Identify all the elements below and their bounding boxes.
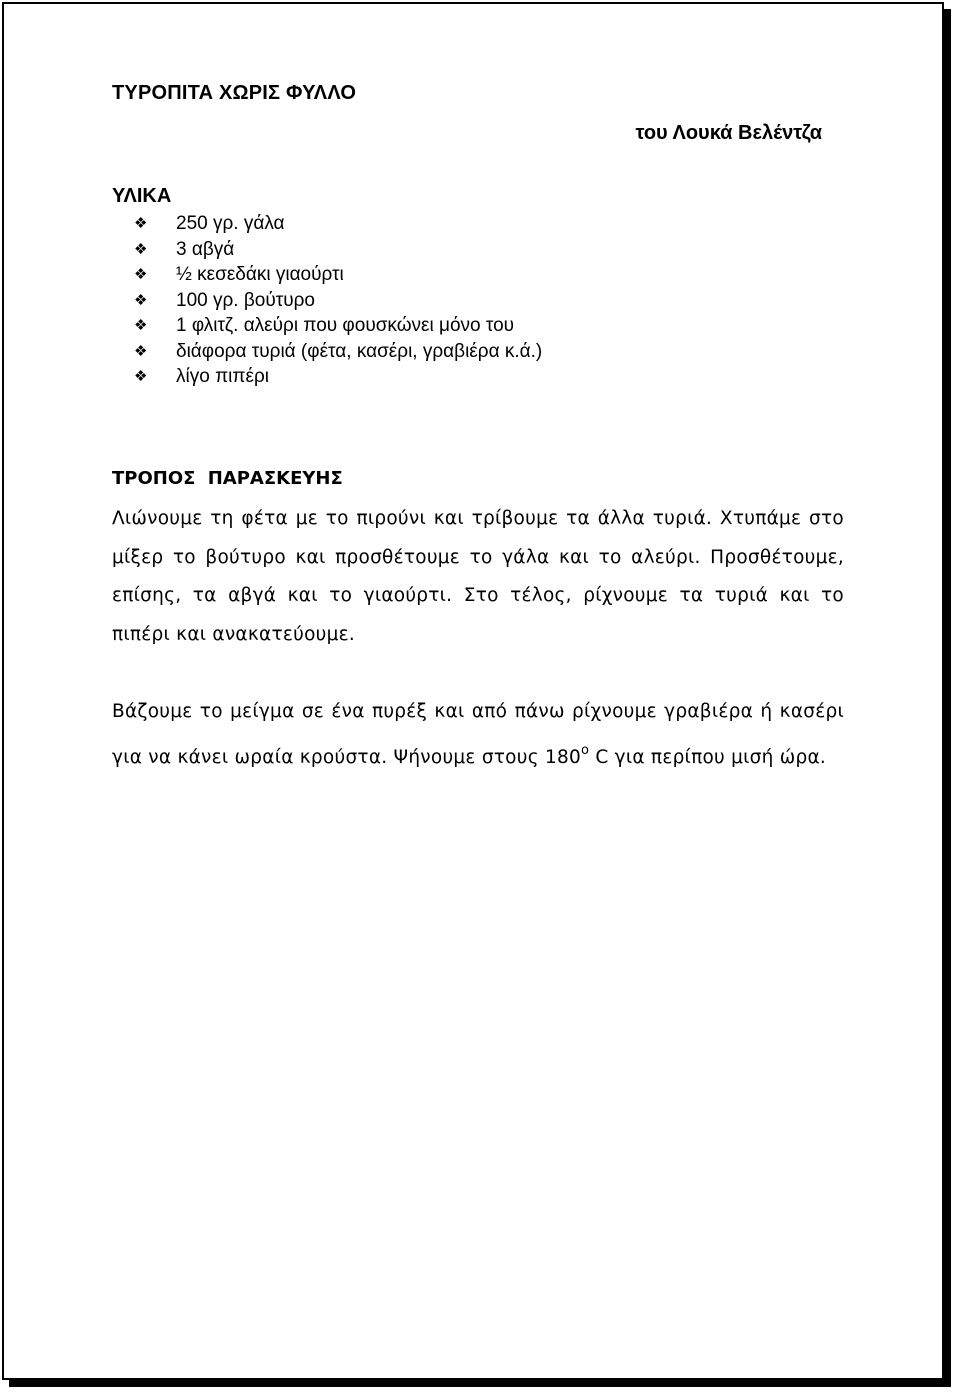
page-frame — [2, 2, 944, 1380]
ingredient-text: 250 γρ. γάλα — [176, 213, 285, 234]
ingredient-item — [134, 364, 542, 390]
method-paragraph-1: Λιώνουμε τη φέτα με το πιρούνι και τρίβουμε τα άλλα τυριά. Χτυπάμε στο μίξερ το βούτυρο και προσθέτουμε το γάλα και το αλεύρι. Προσθέτουμε, επίσης, τα αβγά και το γιαούρτι. Στο τέλος, ρίχνουμε τα τυριά και το πιπέρι και ανακατεύουμε. — [112, 508, 844, 645]
method-paragraph-2-text-end: C για περίπου μισή ώρα. — [589, 746, 827, 768]
method-paragraph-2 — [112, 693, 844, 777]
ingredients-heading: ΥΛΙΚΑ — [112, 185, 172, 207]
ingredient-item — [134, 288, 542, 314]
degree-mark: ο — [581, 742, 590, 758]
ingredient-item — [134, 313, 542, 339]
recipe-title: ΤΥΡΟΠΙΤΑ ΧΩΡΙΣ ΦΥΛΛΟ — [112, 82, 357, 104]
ingredient-text: 1 φλιτζ. αλεύρι που φουσκώνει μόνο του — [176, 315, 515, 336]
diamond-bullet-icon: ❖ — [134, 291, 148, 309]
ingredient-item — [134, 339, 542, 365]
diamond-bullet-icon: ❖ — [134, 368, 148, 385]
diamond-bullet-icon: ❖ — [134, 266, 148, 283]
ingredients-list — [134, 211, 542, 390]
ingredient-item — [134, 262, 542, 288]
ingredient-text: λίγο πιπέρι — [176, 366, 270, 387]
ingredient-text: 100 γρ. βούτυρο — [176, 289, 316, 311]
ingredient-text: ½ κεσεδάκι γιαούρτι — [176, 264, 344, 285]
ingredient-text: διάφορα τυριά (φέτα, κασέρι, γραβιέρα κ.ά.) — [176, 340, 543, 362]
diamond-bullet-icon: ❖ — [134, 215, 148, 232]
ingredient-text: 3 αβγά — [176, 238, 235, 260]
ingredient-item — [134, 237, 542, 263]
recipe-author: του Λουκά Βελέντζα — [635, 122, 822, 144]
method-paragraph-2-text: Βάζουμε το μείγμα σε ένα πυρέξ και από πάνω ρίχνουμε γραβιέρα ή κασέρι για να κάνει ωραία κρούστα. Ψήνουμε στους 180 — [112, 701, 844, 768]
diamond-bullet-icon: ❖ — [134, 240, 148, 258]
diamond-bullet-icon: ❖ — [134, 317, 148, 334]
method-heading: ΤΡΟΠΟΣ ΠΑΡΑΣΚΕΥΗΣ — [112, 468, 343, 489]
ingredient-item — [134, 211, 542, 237]
diamond-bullet-icon: ❖ — [134, 342, 148, 360]
